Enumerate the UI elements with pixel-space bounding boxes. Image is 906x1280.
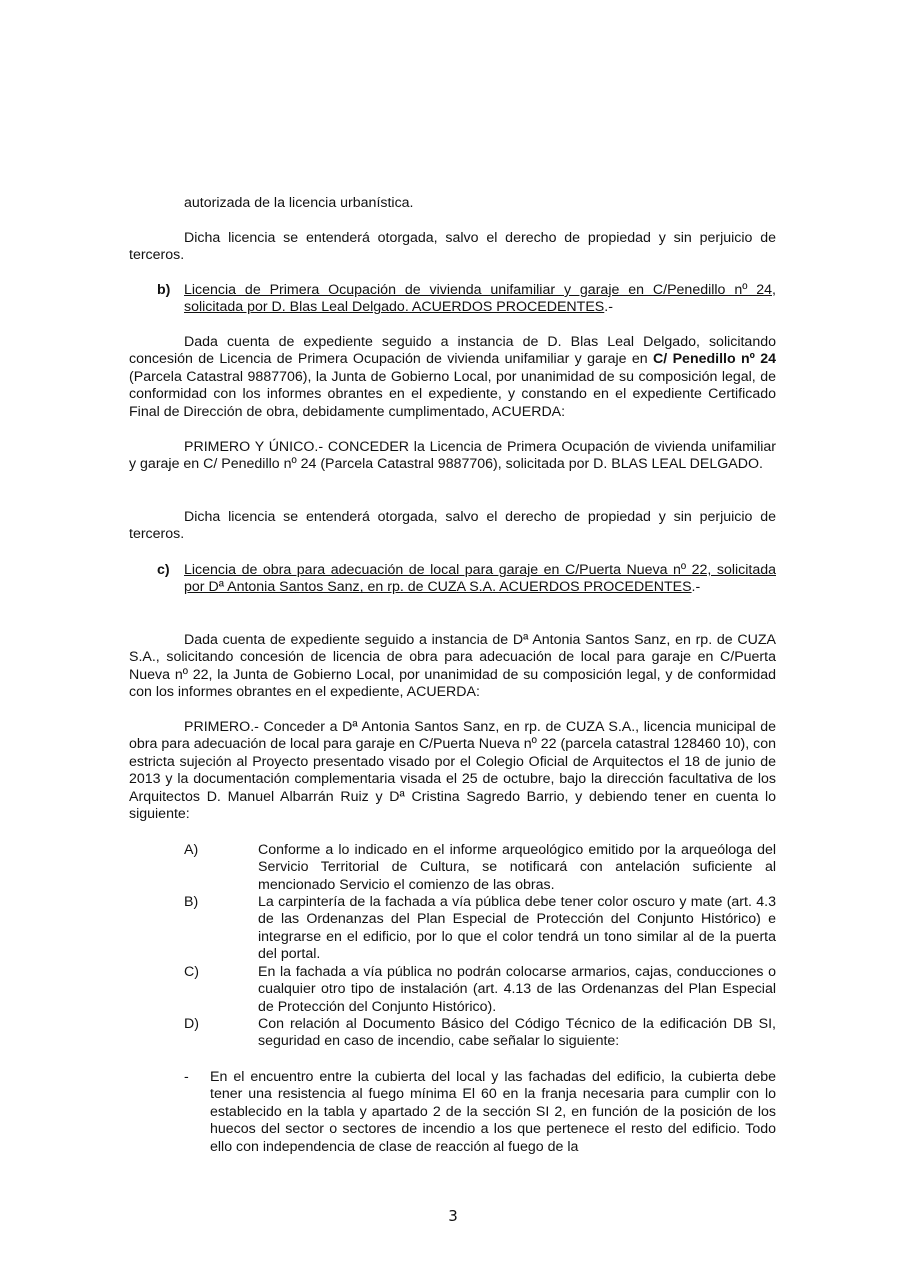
- paragraph-continuation: autorizada de la licencia urbanística.: [184, 195, 414, 211]
- paragraph-reservation-1: Dicha licencia se entenderá otorgada, salvo el derecho de propiedad y sin perjuicio de terceros.: [129, 230, 776, 264]
- condition-b-text: La carpintería de la fachada a vía pública debe tener color oscuro y mate (art. 4.3 de las Ordenanzas del Plan Especial de Protección del Conjunto Histórico) e integrarse en el edificio, por lo que el color tendrá un tono similar al de la puerta del portal.: [258, 894, 776, 963]
- item-b-para1-end: (Parcela Catastral 9887706), la Junta de Gobierno Local, por unanimidad de su composición legal, de conformidad con los informes obrantes en el expediente, y constando en el expediente Certificado Final de Dirección de obra, debidamente cumplimentado, ACUERDA:: [129, 368, 776, 420]
- item-b-paragraph-3: Dicha licencia se entenderá otorgada, salvo el derecho de propiedad y sin perjuicio de terceros.: [129, 509, 776, 543]
- condition-a-text: Conforme a lo indicado en el informe arqueológico emitido por la arqueóloga del Servicio Territorial de Cultura, se notificará con antelación suficiente al mencionado Servicio el comienzo de las obras.: [258, 842, 776, 893]
- condition-c-letter: C): [184, 964, 199, 980]
- condition-d-letter: D): [184, 1016, 199, 1032]
- condition-d-text: Con relación al Documento Básico del Código Técnico de la edificación DB SI, seguridad en caso de incendio, cabe señalar lo siguiente:: [258, 1016, 776, 1050]
- item-c-title: Licencia de obra para adecuación de local para garaje en C/Puerta Nueva nº 22, solicitada por Dª Antonia Santos Sanz, en rp. de CUZA S.A. ACUERDOS PROCEDENTES: [184, 562, 776, 596]
- item-b-suffix: .-: [604, 299, 613, 316]
- item-b-title: Licencia de Primera Ocupación de vivienda unifamiliar y garaje en C/Penedillo nº 24, solicitada por D. Blas Leal Delgado. ACUERDOS PROCEDENTES: [184, 282, 776, 316]
- condition-a-letter: A): [184, 842, 199, 858]
- item-b-paragraph-1: [129, 334, 776, 421]
- item-c-paragraph-2: PRIMERO.- Conceder a Dª Antonia Santos Sanz, en rp. de CUZA S.A., licencia municipal de obra para adecuación de local para garaje en C/Puerta Nueva nº 22 (parcela catastral 128460 10), con estricta sujeción al Proyecto presentado visado por el Colegio Oficial de Arquitectos el 18 de junio de 2013 y la documentación complementaria visada el 25 de octubre, bajo la dirección facultativa de los Arquitectos D. Manuel Albarrán Ruiz y Dª Cristina Sagredo Barrio, y debiendo tener en cuenta lo siguiente:: [129, 719, 776, 823]
- item-c-heading: [184, 562, 776, 597]
- item-b-heading: [184, 282, 776, 317]
- item-b-para1-start: Dada cuenta de expediente seguido a instancia de D. Blas Leal Delgado, solicitando concesión de Licencia de Primera Ocupación de vivienda unifamiliar y garaje en: [129, 334, 776, 368]
- item-b-address: C/ Penedillo nº 24: [653, 351, 776, 368]
- page-number: 3: [448, 1207, 458, 1225]
- item-b-paragraph-2: PRIMERO Y ÚNICO.- CONCEDER la Licencia de Primera Ocupación de vivienda unifamiliar y garaje en C/ Penedillo nº 24 (Parcela Catastral 9887706), solicitada por D. BLAS LEAL DELGADO.: [129, 439, 776, 473]
- item-c-paragraph-1: Dada cuenta de expediente seguido a instancia de Dª Antonia Santos Sanz, en rp. de CUZA S.A., solicitando concesión de licencia de obra para adecuación de local para garaje en C/Puerta Nueva nº 22, la Junta de Gobierno Local, por unanimidad de su composición legal, y de conformidad con los informes obrantes en el expediente, ACUERDA:: [129, 632, 776, 701]
- item-b-letter: b): [157, 282, 171, 298]
- condition-c-text: En la fachada a vía pública no podrán colocarse armarios, cajas, conducciones o cualquier otro tipo de instalación (art. 4.13 de las Ordenanzas del Plan Especial de Protección del Conjunto Histórico).: [258, 964, 776, 1015]
- item-c-suffix: .-: [691, 579, 701, 596]
- dash-item-text: En el encuentro entre la cubierta del local y las fachadas del edificio, la cubierta debe tener una resistencia al fuego mínima El 60 en la franja necesaria para cumplir con lo establecido en la tabla y apartado 2 de la sección SI 2, en función de la posición de los huecos del sector o sectores de incendio a los que pertenece el resto del edificio. Todo ello con independencia de clase de reacción al fuego de la: [210, 1069, 776, 1155]
- condition-b-letter: B): [184, 894, 199, 910]
- dash-bullet: -: [184, 1069, 189, 1085]
- item-c-letter: c): [157, 562, 170, 578]
